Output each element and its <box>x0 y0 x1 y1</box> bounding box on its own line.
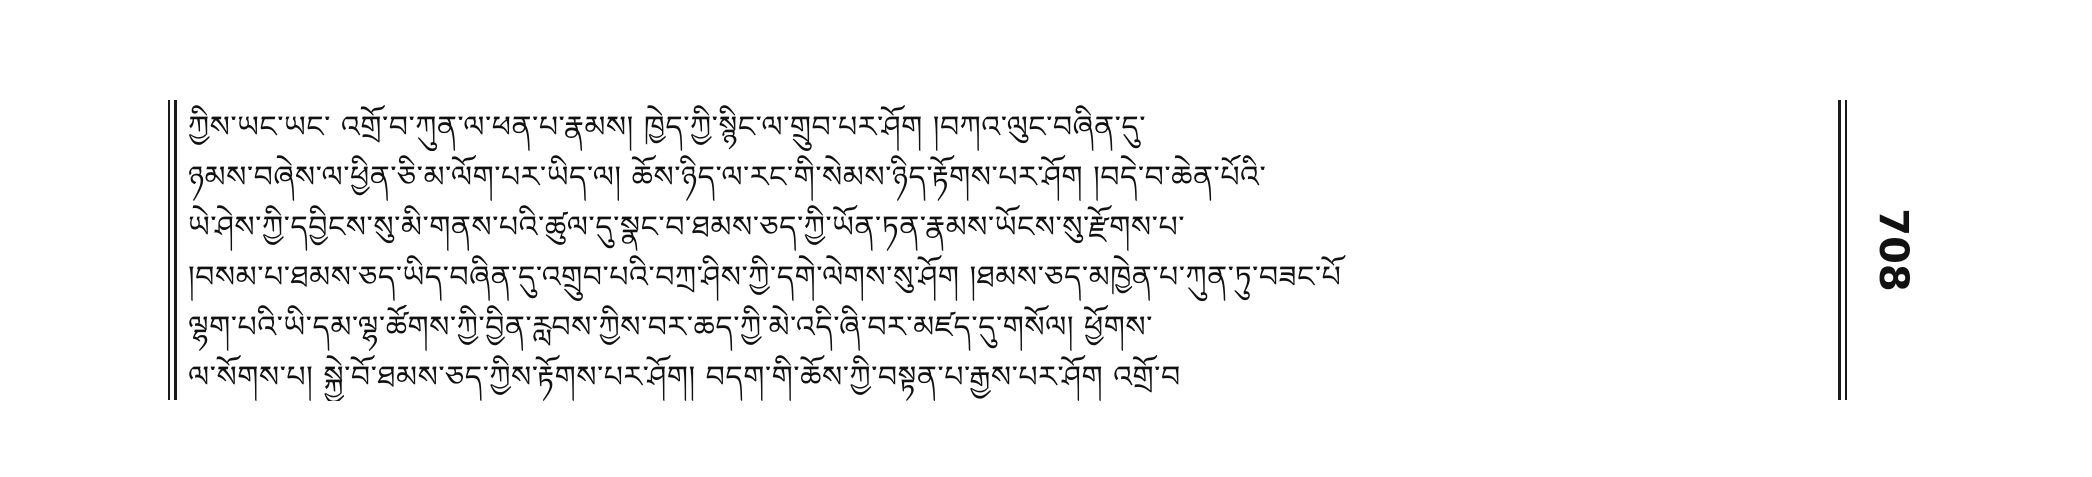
text-line-2: ཉམས་བཞེས་ལ་ཕྱིན་ཅི་མ་ལོག་པར་ཡིད་ལ། ཆོས་ཉིད་ལ་རང་གི་སེམས་ཉིད་རྟོགས་པར་ཤོག །བདེ་བ་ཆེན་པོའི་ <box>188 160 1267 195</box>
text-line-4: །བསམ་པ་ཐམས་ཅད་ཡིད་བཞིན་དུ་འགྲུབ་པའི་བཀྲ་ཤིས་ཀྱི་དགེ་ལེགས་སུ་ཤོག །ཐམས་ཅད་མཁྱེན་པ་ཀུན་ཏུ་བཟང་པོ <box>188 260 1342 295</box>
right-border-outer <box>1845 100 1847 400</box>
text-line-5: ལྷག་པའི་ཡི་དམ་ལྷ་ཚོགས་ཀྱི་བྱིན་རླབས་ཀྱིས་བར་ཆད་ཀྱི་མེ་འདི་ཞི་བར་མཛད་དུ་གསོལ། ཕྱོགས་ <box>188 310 1153 345</box>
page-number: 708 <box>1870 208 1916 292</box>
right-border-inner <box>1838 100 1841 400</box>
text-body <box>188 105 1828 405</box>
left-border-outer <box>168 100 170 400</box>
text-line-3: ཡེ་ཤེས་ཀྱི་དབྱིངས་སུ་མི་གནས་པའི་ཚུལ་དུ་སྣང་བ་ཐམས་ཅད་ཀྱི་ཡོན་ཏན་རྣམས་ཡོངས་སུ་རྫོགས་པ་ <box>188 210 1186 245</box>
text-line-1: ཀྱིས་ཡང་ཡང་ འགྲོ་བ་ཀུན་ལ་ཕན་པ་རྣམས། ཁྱེད་ཀྱི་སྙིང་ལ་གྲུབ་པར་ཤོག །བཀའ་ལུང་བཞིན་དུ་ <box>188 110 1147 145</box>
left-border-inner <box>174 100 177 400</box>
text-line-6: ལ་སོགས་པ། སྐྱེ་བོ་ཐམས་ཅད་ཀྱིས་རྟོགས་པར་ཤོག། བདག་གི་ཆོས་ཀྱི་བསྟན་པ་རྒྱས་པར་ཤོག འགྲོ་བ <box>188 360 1181 395</box>
